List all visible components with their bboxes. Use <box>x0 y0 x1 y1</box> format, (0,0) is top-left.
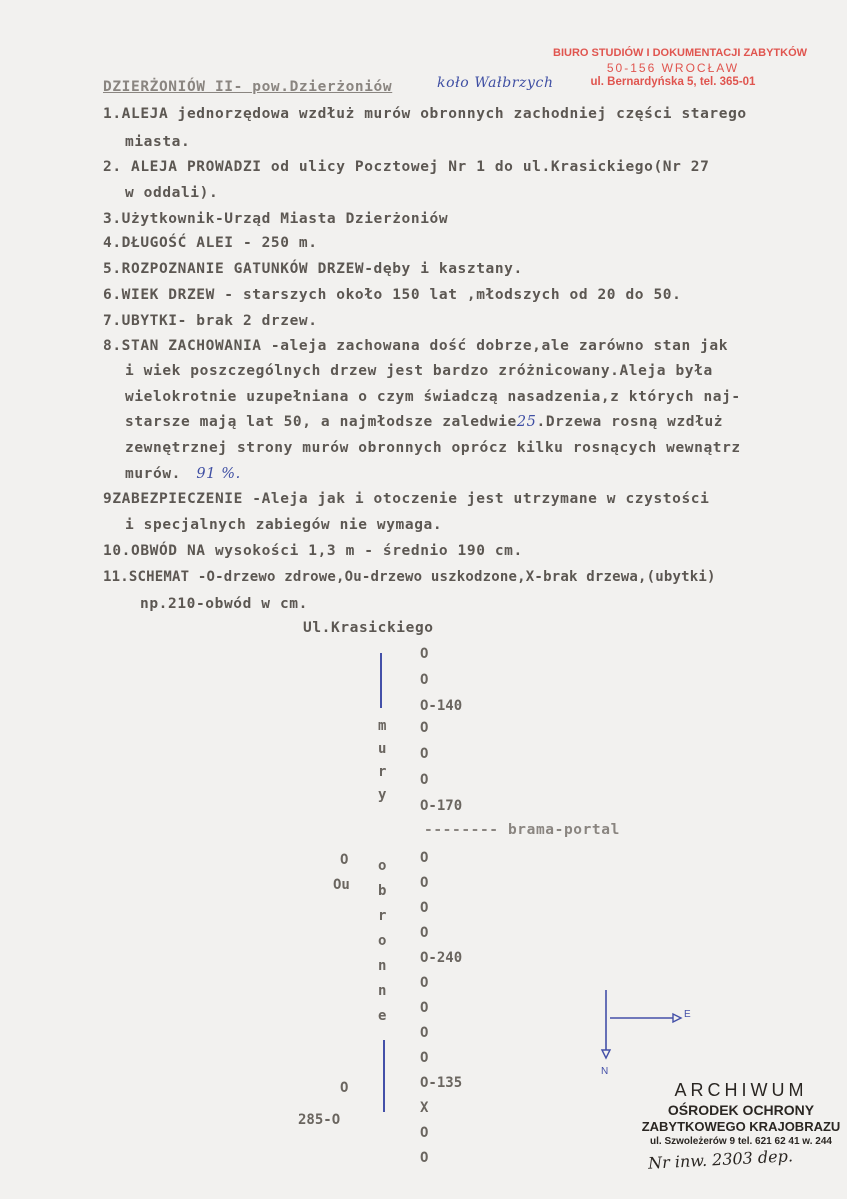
item-11-line-2: np.210-obwód w cm. <box>140 596 308 612</box>
item-6: 6.WIEK DRZEW - starszych około 150 lat ,młodszych od 20 do 50. <box>103 287 682 303</box>
office-stamp <box>553 47 808 88</box>
item-11-line-1: 11.SCHEMAT -O-drzewo zdrowe,Ou-drzewo uszkodzone,X-brak drzewa,(ubytki) <box>103 569 716 585</box>
item-8-line-3: wielokrotnie uzupełniana o czym świadczą nasadzenia,z których naj- <box>125 389 741 405</box>
tree-marker: O <box>420 875 429 891</box>
archive-line-4: ul. Szwoleżerów 9 tel. 621 62 41 w. 244 <box>650 1136 832 1147</box>
tree-column-upper <box>420 646 462 824</box>
letter: r <box>378 764 387 780</box>
letter: b <box>378 883 387 899</box>
compass-east-label: E <box>684 1009 691 1020</box>
item-5: 5.ROZPOZNANIE GATUNKÓW DRZEW-dęby i kasztany. <box>103 261 523 277</box>
tree-marker: O <box>420 1150 429 1166</box>
letter: e <box>378 1008 387 1024</box>
item-9-line-2: i specjalnych zabiegów nie wymaga. <box>125 517 443 533</box>
letter: y <box>378 787 387 803</box>
tree-marker: O <box>420 1025 429 1041</box>
item-2-line-2: w oddali). <box>125 185 219 201</box>
tree-marker: O <box>420 672 429 688</box>
archive-line-3: ZABYTKOWEGO KRAJOBRAZU <box>641 1119 841 1134</box>
item-8-line-4-text-b: .Drzewa rosną wzdłuż <box>536 414 724 430</box>
item-8-line-6 <box>125 466 241 482</box>
letter: n <box>378 958 387 974</box>
item-8-line-4-text-a: starsze mają lat 50, a najmłodsze zaledwie <box>125 414 517 430</box>
tree-marker: X <box>420 1100 429 1116</box>
stamp-line-1: BIURO STUDIÓW I DOKUMENTACJI ZABYTKÓW <box>553 47 808 59</box>
tree-marker: O <box>420 850 429 866</box>
tree-column-lower <box>420 850 462 1175</box>
wall-label-mury <box>378 718 386 810</box>
left-tree-marker: O <box>340 852 349 868</box>
item-9-line-1: 9ZABEZPIECZENIE -Aleja jak i otoczenie jest utrzymane w czystości <box>103 491 710 507</box>
letter: m <box>378 718 387 734</box>
letter: u <box>378 741 387 757</box>
item-8-line-6-text: murów. <box>125 466 181 482</box>
item-8-line-2: i wiek poszczególnych drzew jest bardzo zróżnicowany.Aleja była <box>125 363 713 379</box>
item-7: 7.UBYTKI- brak 2 drzew. <box>103 313 318 329</box>
tree-marker: O <box>420 772 429 788</box>
compass-north-label: N <box>601 1066 609 1077</box>
archive-title: ARCHIWUM <box>674 1080 808 1100</box>
street-label: Ul.Krasickiego <box>303 620 434 636</box>
item-8-line-4 <box>125 414 723 430</box>
inventory-number: Nr inw. 2303 dep. <box>647 1146 794 1173</box>
tree-marker: O-240 <box>420 950 463 966</box>
tree-marker: O <box>420 1125 429 1141</box>
archive-stamp <box>636 1080 846 1147</box>
stamp-line-3: ul. Bernardyńska 5, tel. 365-01 <box>590 76 756 88</box>
item-1-line-2: miasta. <box>125 134 191 150</box>
tree-marker: O-135 <box>420 1075 463 1091</box>
letter: r <box>378 908 387 924</box>
handwritten-percent: 91 %. <box>196 466 241 482</box>
tree-marker: O <box>420 720 429 736</box>
archive-line-2: OŚRODEK OCHRONY <box>667 1102 815 1118</box>
left-damaged-tree-marker: Ou <box>333 877 350 893</box>
tree-marker: O <box>420 975 429 991</box>
letter: n <box>378 983 387 999</box>
item-3: 3.Użytkownik-Urząd Miasta Dzierżoniów <box>103 211 449 227</box>
handwritten-note: koło Wałbrzych <box>437 75 554 91</box>
item-2-line-1: 2. ALEJA PROWADZI od ulicy Pocztowej Nr 1 do ul.Krasickiego(Nr 27 <box>103 159 710 175</box>
tree-marker: O <box>420 646 429 662</box>
document-heading: DZIERŻONIÓW II- pow.Dzierżoniów <box>103 79 393 95</box>
letter: o <box>378 933 387 949</box>
gate-label: -------- brama-portal <box>424 822 620 838</box>
left-tree-marker-2: O <box>340 1080 349 1096</box>
tree-marker: O <box>420 925 429 941</box>
tree-marker: O <box>420 746 429 762</box>
tree-marker: O <box>420 1050 429 1066</box>
tree-marker: O <box>420 900 429 916</box>
item-8-line-1: 8.STAN ZACHOWANIA -aleja zachowana dość dobrze,ale zarówno stan jak <box>103 338 729 354</box>
letter: o <box>378 858 387 874</box>
tree-marker: O-140 <box>420 698 463 714</box>
item-8-line-5: zewnętrznej strony murów obronnych oprócz kilku rosnących wewnątrz <box>125 440 741 456</box>
item-10: 10.OBWÓD NA wysokości 1,3 m - średnio 190 cm. <box>103 543 523 559</box>
stamp-line-2: 50-156 WROCŁAW <box>606 61 740 75</box>
left-tree-girth-label: 285-O <box>298 1112 341 1128</box>
handwritten-number-25: 25 <box>516 414 537 430</box>
item-4: 4.DŁUGOŚĆ ALEI - 250 m. <box>103 235 318 251</box>
wall-label-obronne <box>378 858 386 1033</box>
tree-marker: O <box>420 1000 429 1016</box>
tree-marker: O-170 <box>420 798 463 814</box>
wall-line-bottom <box>383 1040 385 1112</box>
item-1-line-1: 1.ALEJA jednorzędowa wzdłuż murów obronnych zachodniej części starego <box>103 106 747 122</box>
wall-line-top <box>380 653 382 708</box>
